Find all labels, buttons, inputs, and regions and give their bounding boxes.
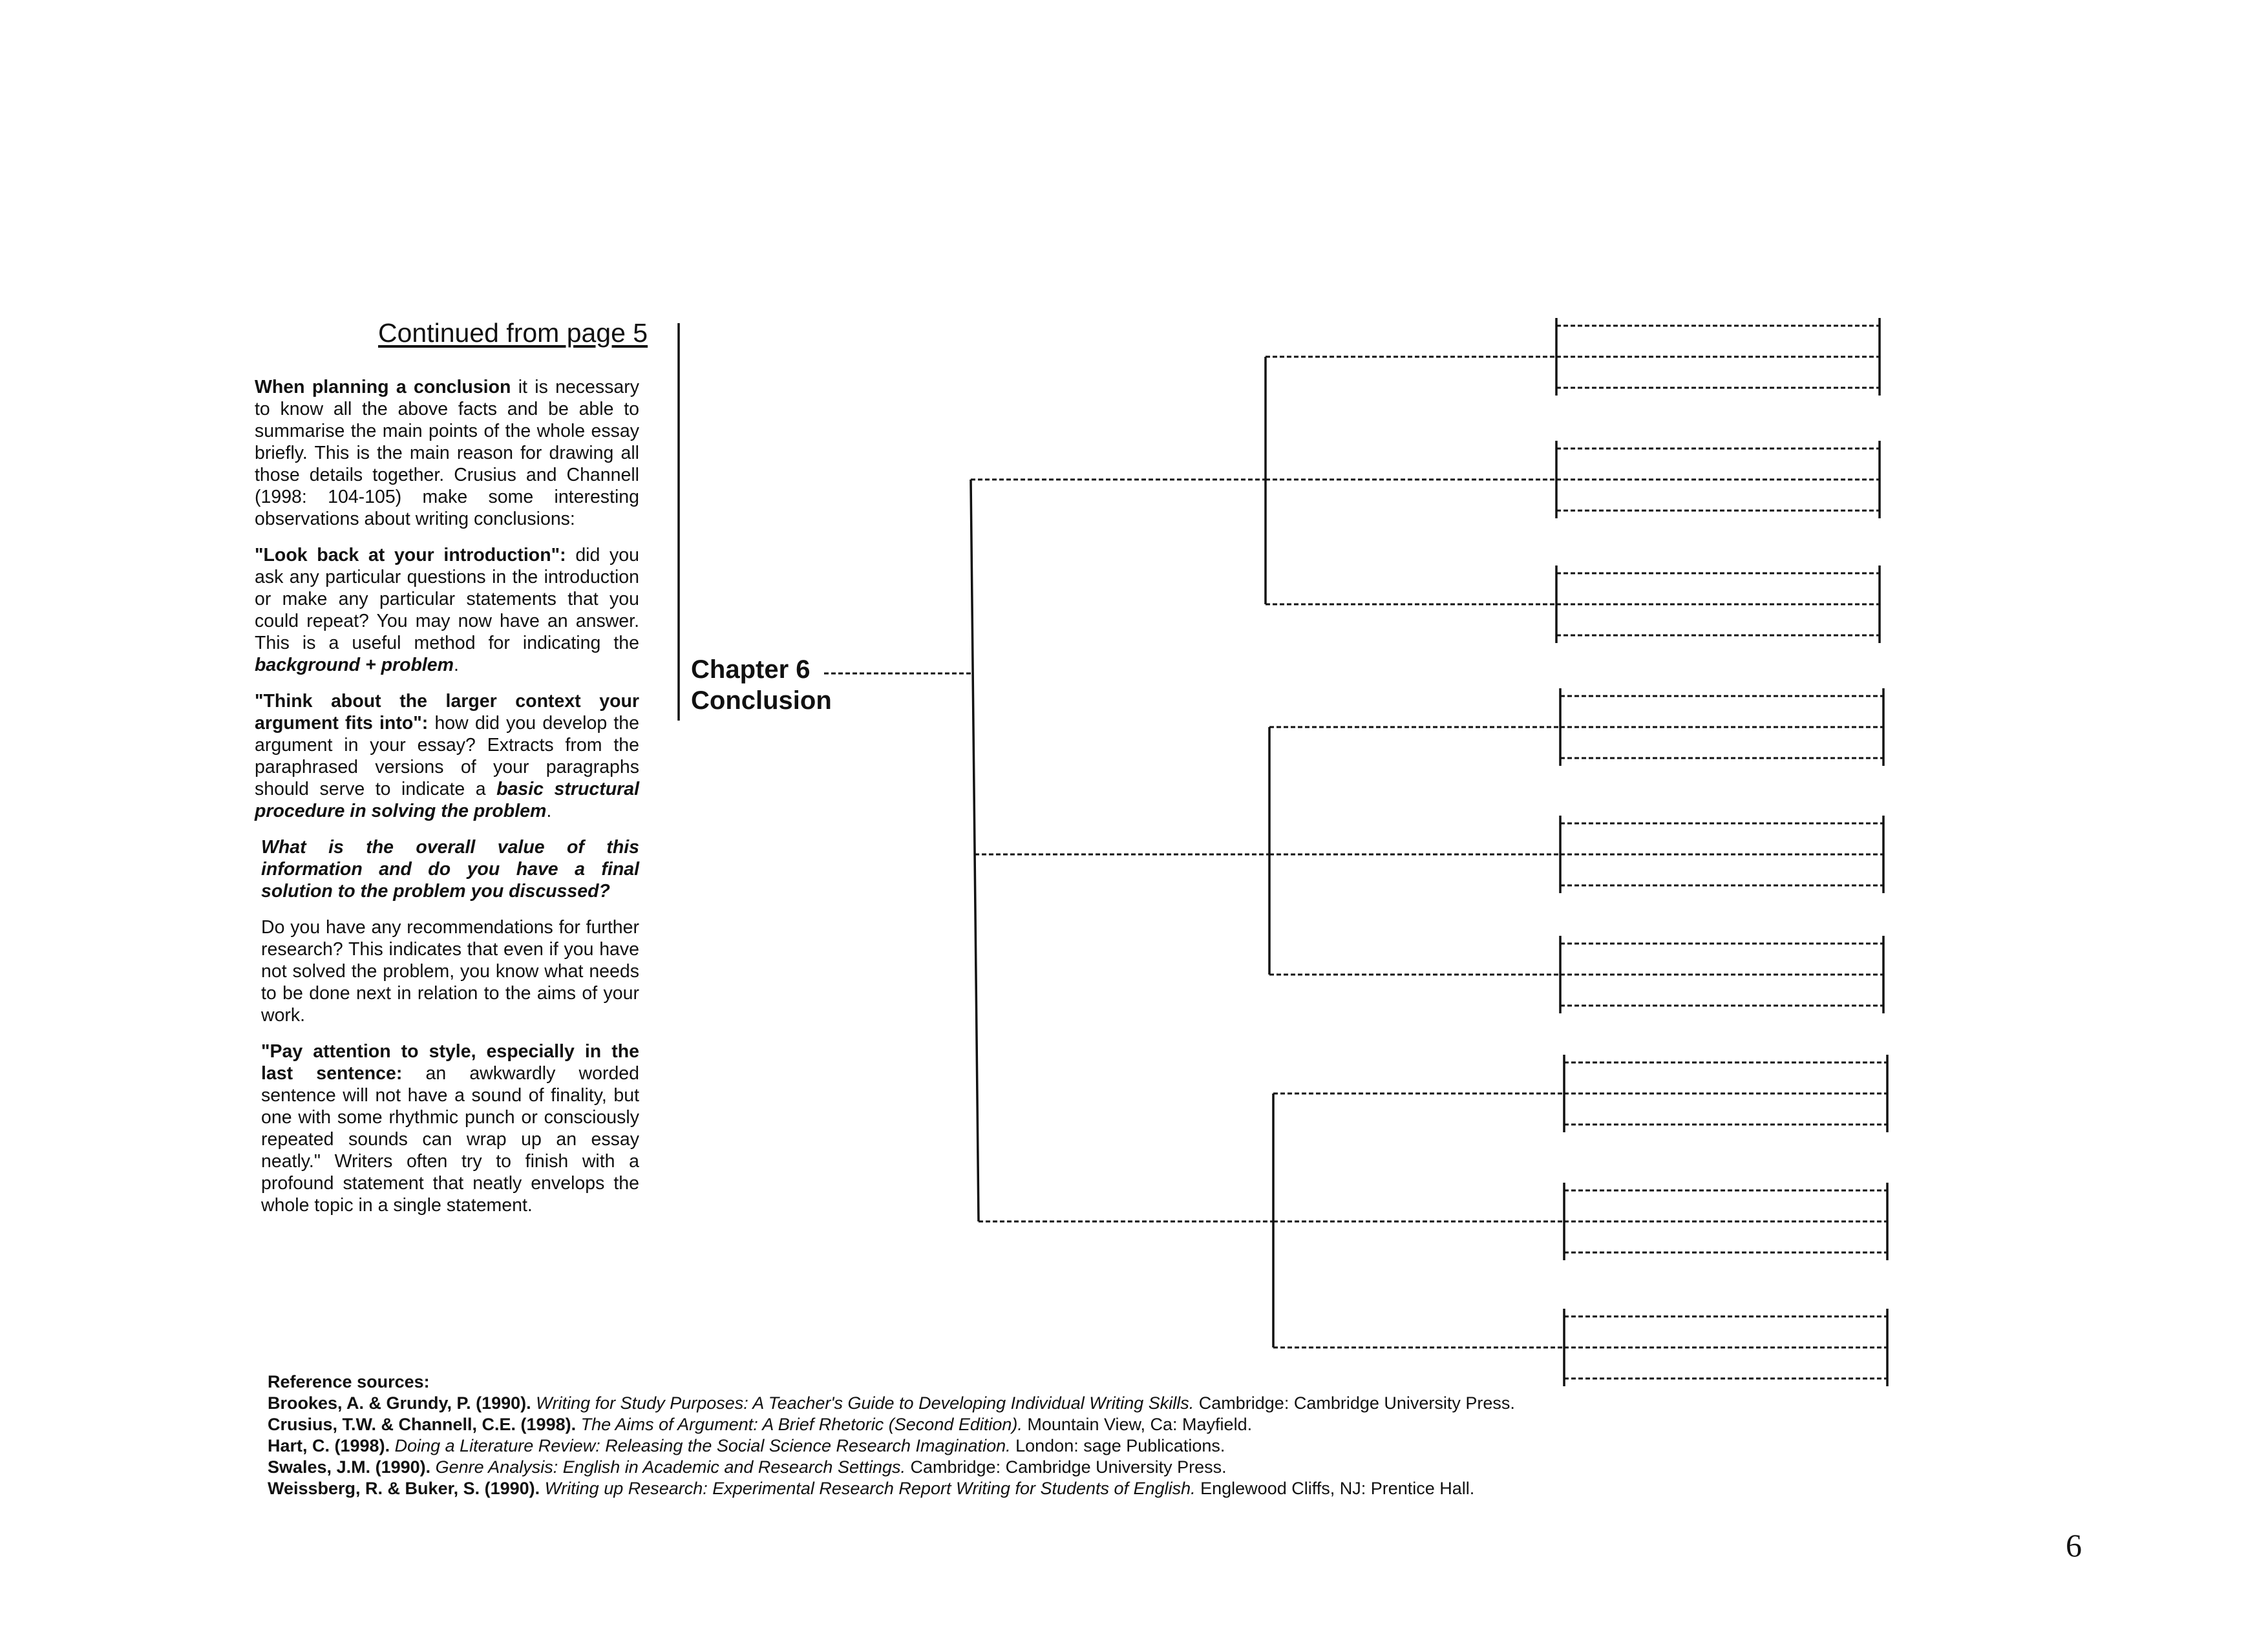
paragraph-planning: When planning a conclusion it is necessary to know all the above facts and be able to summarise the main points of the whole essay briefly. This is the main reason for drawing all those details together. Crusius and Channell (1998: 104-105) make some interesting observations about writing conclusions:: [255, 377, 640, 529]
chapter-title: [691, 654, 832, 716]
reference-item: Hart, C. (1998). Doing a Literature Review: Releasing the Social Science Research Imagination. London: sage Publications.: [268, 1436, 1225, 1455]
references-heading: Reference sources:: [268, 1372, 430, 1391]
chapter-name: Conclusion: [691, 686, 832, 715]
paragraph-larger-context: "Think about the larger context your argument fits into": how did you develop the argument in your essay? Extracts from the paraphrased versions of your paragraphs should serve to indicate a basic structural procedure in solving the problem.: [255, 691, 639, 821]
reference-item: Weissberg, R. & Buker, S. (1990). Writing up Research: Experimental Research Report Writing for Students of English. Englewood Cliffs, NJ: Prentice Hall.: [268, 1479, 1475, 1498]
paragraph-overall-value: What is the overall value of this information and do you have a final solution to the problem you discussed?: [261, 837, 639, 902]
level1-spine: [971, 480, 979, 1221]
reference-item: Crusius, T.W. & Channell, C.E. (1998). The Aims of Argument: A Brief Rhetoric (Second Edition). Mountain View, Ca: Mayfield.: [268, 1415, 1253, 1434]
paragraph-style: "Pay attention to style, especially in the last sentence: an awkwardly worded sentence will not have a sound of finality, but one with some rhythmic punch or consciously repeated sounds can wrap up an essay neatly." Writers often try to finish with a profound statement that neatly envelops the whole topic in a single statement.: [261, 1041, 639, 1216]
reference-item: Swales, J.M. (1990). Genre Analysis: English in Academic and Research Settings. Cambridge: Cambridge University Press.: [268, 1457, 1227, 1477]
continued-heading: Continued from page 5: [378, 318, 648, 348]
chapter-number: Chapter 6: [691, 655, 811, 684]
paragraph-recommendations: Do you have any recommendations for further research? This indicates that even if you have not solved the problem, you know what needs to be done next in relation to the aims of your work.: [261, 917, 639, 1026]
conclusion-guidance-text: [255, 376, 639, 1231]
reference-sources: [268, 1371, 1560, 1499]
reference-item: Brookes, A. & Grundy, P. (1990). Writing for Study Purposes: A Teacher's Guide to Developing Individual Writing Skills. Cambridge: Cambridge University Press.: [268, 1393, 1515, 1413]
page-number: 6: [2066, 1527, 2082, 1563]
paragraph-look-back: "Look back at your introduction": did you ask any particular questions in the introduction or make any particular statements that you could repeat? You may now have an answer. This is a useful method for indicating the background + problem.: [255, 545, 639, 675]
